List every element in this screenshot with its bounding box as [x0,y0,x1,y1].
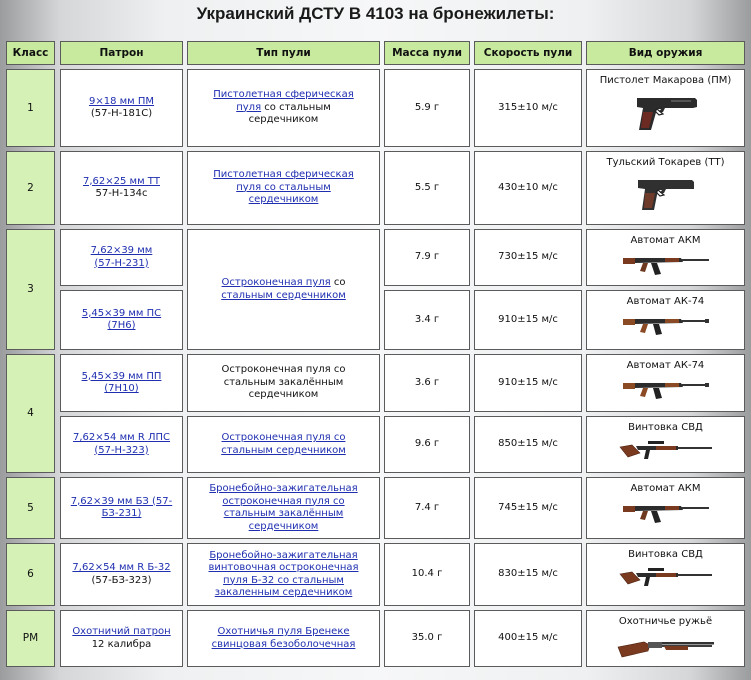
bullet-type-link-5[interactable]: Бронебойно-зажигательная остроконечная пуля со стальным закалённым сердечником [209,483,358,532]
weapon-cell-5 [586,477,745,539]
cartridge-cell-1 [60,69,183,147]
cartridge-code-6: (57-БЗ-323) [91,574,152,586]
bullet-type-cell-4b [187,416,380,473]
class-cell-rm: РМ [6,610,55,667]
bullet-type-text-3: со [330,277,346,288]
weapon-cell-4a [586,354,745,412]
cartridge-cell-3b [60,290,183,350]
weapon-name-4a: Автомат АК-74 [626,360,705,371]
cartridge-cell-6 [60,543,183,606]
weapon-cell-2 [586,151,745,225]
bullet-type-text-4a: Остроконечная пуля со стальным закалённым сердечником [221,364,346,401]
bullet-type-cell-1 [187,69,380,147]
header-cartridge: Патрон [60,41,183,65]
bullet-type-cell-4a [187,354,380,412]
mass-cell-rm: 35.0 г [384,610,470,667]
mass-cell-2: 5.5 г [384,151,470,225]
svd-rifle-image [618,437,714,463]
ak74-rifle-image [621,311,711,337]
weapon-cell-3a [586,229,745,286]
ak74-rifle-image [621,375,711,401]
bullet-type-cell-5 [187,477,380,539]
weapon-cell-3b [586,290,745,350]
cartridge-code-2: 57-Н-134с [95,188,148,199]
svd-rifle-image [618,564,714,590]
bullet-type-cell-6 [187,543,380,606]
cartridge-link-rm[interactable]: Охотничий патрон [72,626,171,637]
bullet-type-text-1: со стальным сердечником [248,101,331,126]
bullet-type-link-rm[interactable]: Охотничья пуля Бренеке свинцовая безоболочечная [211,626,356,650]
cartridge-cell-5 [60,477,183,539]
tokarev-pistol-image [634,172,698,214]
hunting-shotgun-image [616,631,716,659]
bullet-type-link-6[interactable]: Бронебойно-зажигательная винтовочная остроконечная пуля Б-32 со стальным закаленным сердечником [208,549,359,598]
class-cell-1: 1 [6,69,55,147]
weapon-cell-1 [586,69,745,147]
bullet-type-cell-2 [187,151,380,225]
bullet-type-link-3b[interactable]: стальным сердечником [221,289,346,301]
weapon-cell-4b [586,416,745,473]
weapon-name-3b: Автомат АК-74 [626,296,705,307]
mass-cell-1: 5.9 г [384,69,470,147]
mass-cell-4b: 9.6 г [384,416,470,473]
speed-cell-6: 830±15 м/с [474,543,582,606]
cartridge-link-4a[interactable]: 5,45×39 мм ПП (7Н10) [81,370,162,394]
weapon-name-4b: Винтовка СВД [628,422,703,433]
class-cell-6: 6 [6,543,55,606]
bullet-type-link-4b[interactable]: Остроконечная пуля со стальным сердечником [221,432,346,456]
speed-cell-3a: 730±15 м/с [474,229,582,286]
bullet-type-link-2[interactable]: Пистолетная сферическая пуля со стальным сердечником [213,169,354,206]
cartridge-code-1: (57-Н-181С) [90,108,153,119]
speed-cell-3b: 910±15 м/с [474,290,582,350]
cartridge-cell-rm [60,610,183,667]
weapon-name-3a: Автомат АКМ [630,235,701,246]
cartridge-link-2[interactable]: 7,62×25 мм ТТ [82,175,161,187]
weapon-name-5: Автомат АКМ [630,483,701,494]
weapon-cell-rm [586,610,745,667]
header-class: Класс [6,41,55,65]
header-bullet-type: Тип пули [187,41,380,65]
mass-cell-3b: 3.4 г [384,290,470,350]
cartridge-caliber-rm: 12 калибра [91,638,152,650]
weapon-name-6: Винтовка СВД [628,549,703,560]
class-cell-3: 3 [6,229,55,350]
class-cell-2: 2 [6,151,55,225]
cartridge-cell-4a [60,354,183,412]
bullet-type-cell-3 [187,229,380,350]
class-cell-5: 5 [6,477,55,539]
header-bullet-speed: Скорость пули [474,41,582,65]
weapon-name-1: Пистолет Макарова (ПМ) [599,75,732,86]
page-title: Украинский ДСТУ В 4103 на бронежилеты: [196,4,555,23]
akm-rifle-image [621,498,711,524]
weapon-name-rm: Охотничье ружьё [618,616,713,627]
makarov-pistol-image [631,90,701,134]
cartridge-link-3a[interactable]: 7,62×39 мм (57-Н-231) [90,245,153,269]
akm-rifle-image [621,250,711,276]
weapon-name-2: Тульский Токарев (ТТ) [606,157,725,168]
cartridge-cell-4b [60,416,183,473]
speed-cell-4a: 910±15 м/с [474,354,582,412]
header-weapon: Вид оружия [586,41,745,65]
speed-cell-4b: 850±15 м/с [474,416,582,473]
weapon-cell-6 [586,543,745,606]
cartridge-link-4b[interactable]: 7,62×54 мм R ЛПС (57-Н-323) [73,432,170,456]
cartridge-cell-3a [60,229,183,286]
bullet-type-link-3[interactable]: Остроконечная пуля [221,277,331,288]
speed-cell-5: 745±15 м/с [474,477,582,539]
bullet-type-link-1[interactable]: Пистолетная сферическая пуля [213,89,354,113]
speed-cell-2: 430±10 м/с [474,151,582,225]
mass-cell-3a: 7.9 г [384,229,470,286]
speed-cell-rm: 400±15 м/с [474,610,582,667]
cartridge-cell-2 [60,151,183,225]
mass-cell-4a: 3.6 г [384,354,470,412]
class-cell-4: 4 [6,354,55,473]
cartridge-link-6[interactable]: 7,62×54 мм R Б-32 [72,562,171,573]
bullet-type-cell-rm [187,610,380,667]
mass-cell-5: 7.4 г [384,477,470,539]
header-bullet-mass: Масса пули [384,41,470,65]
cartridge-link-3b[interactable]: 5,45×39 мм ПС (7Н6) [81,307,162,331]
speed-cell-1: 315±10 м/с [474,69,582,147]
mass-cell-6: 10.4 г [384,543,470,606]
cartridge-link-5[interactable]: 7,62×39 мм БЗ (57-БЗ-231) [70,495,173,519]
cartridge-link-1[interactable]: 9×18 мм ПМ [88,95,155,107]
